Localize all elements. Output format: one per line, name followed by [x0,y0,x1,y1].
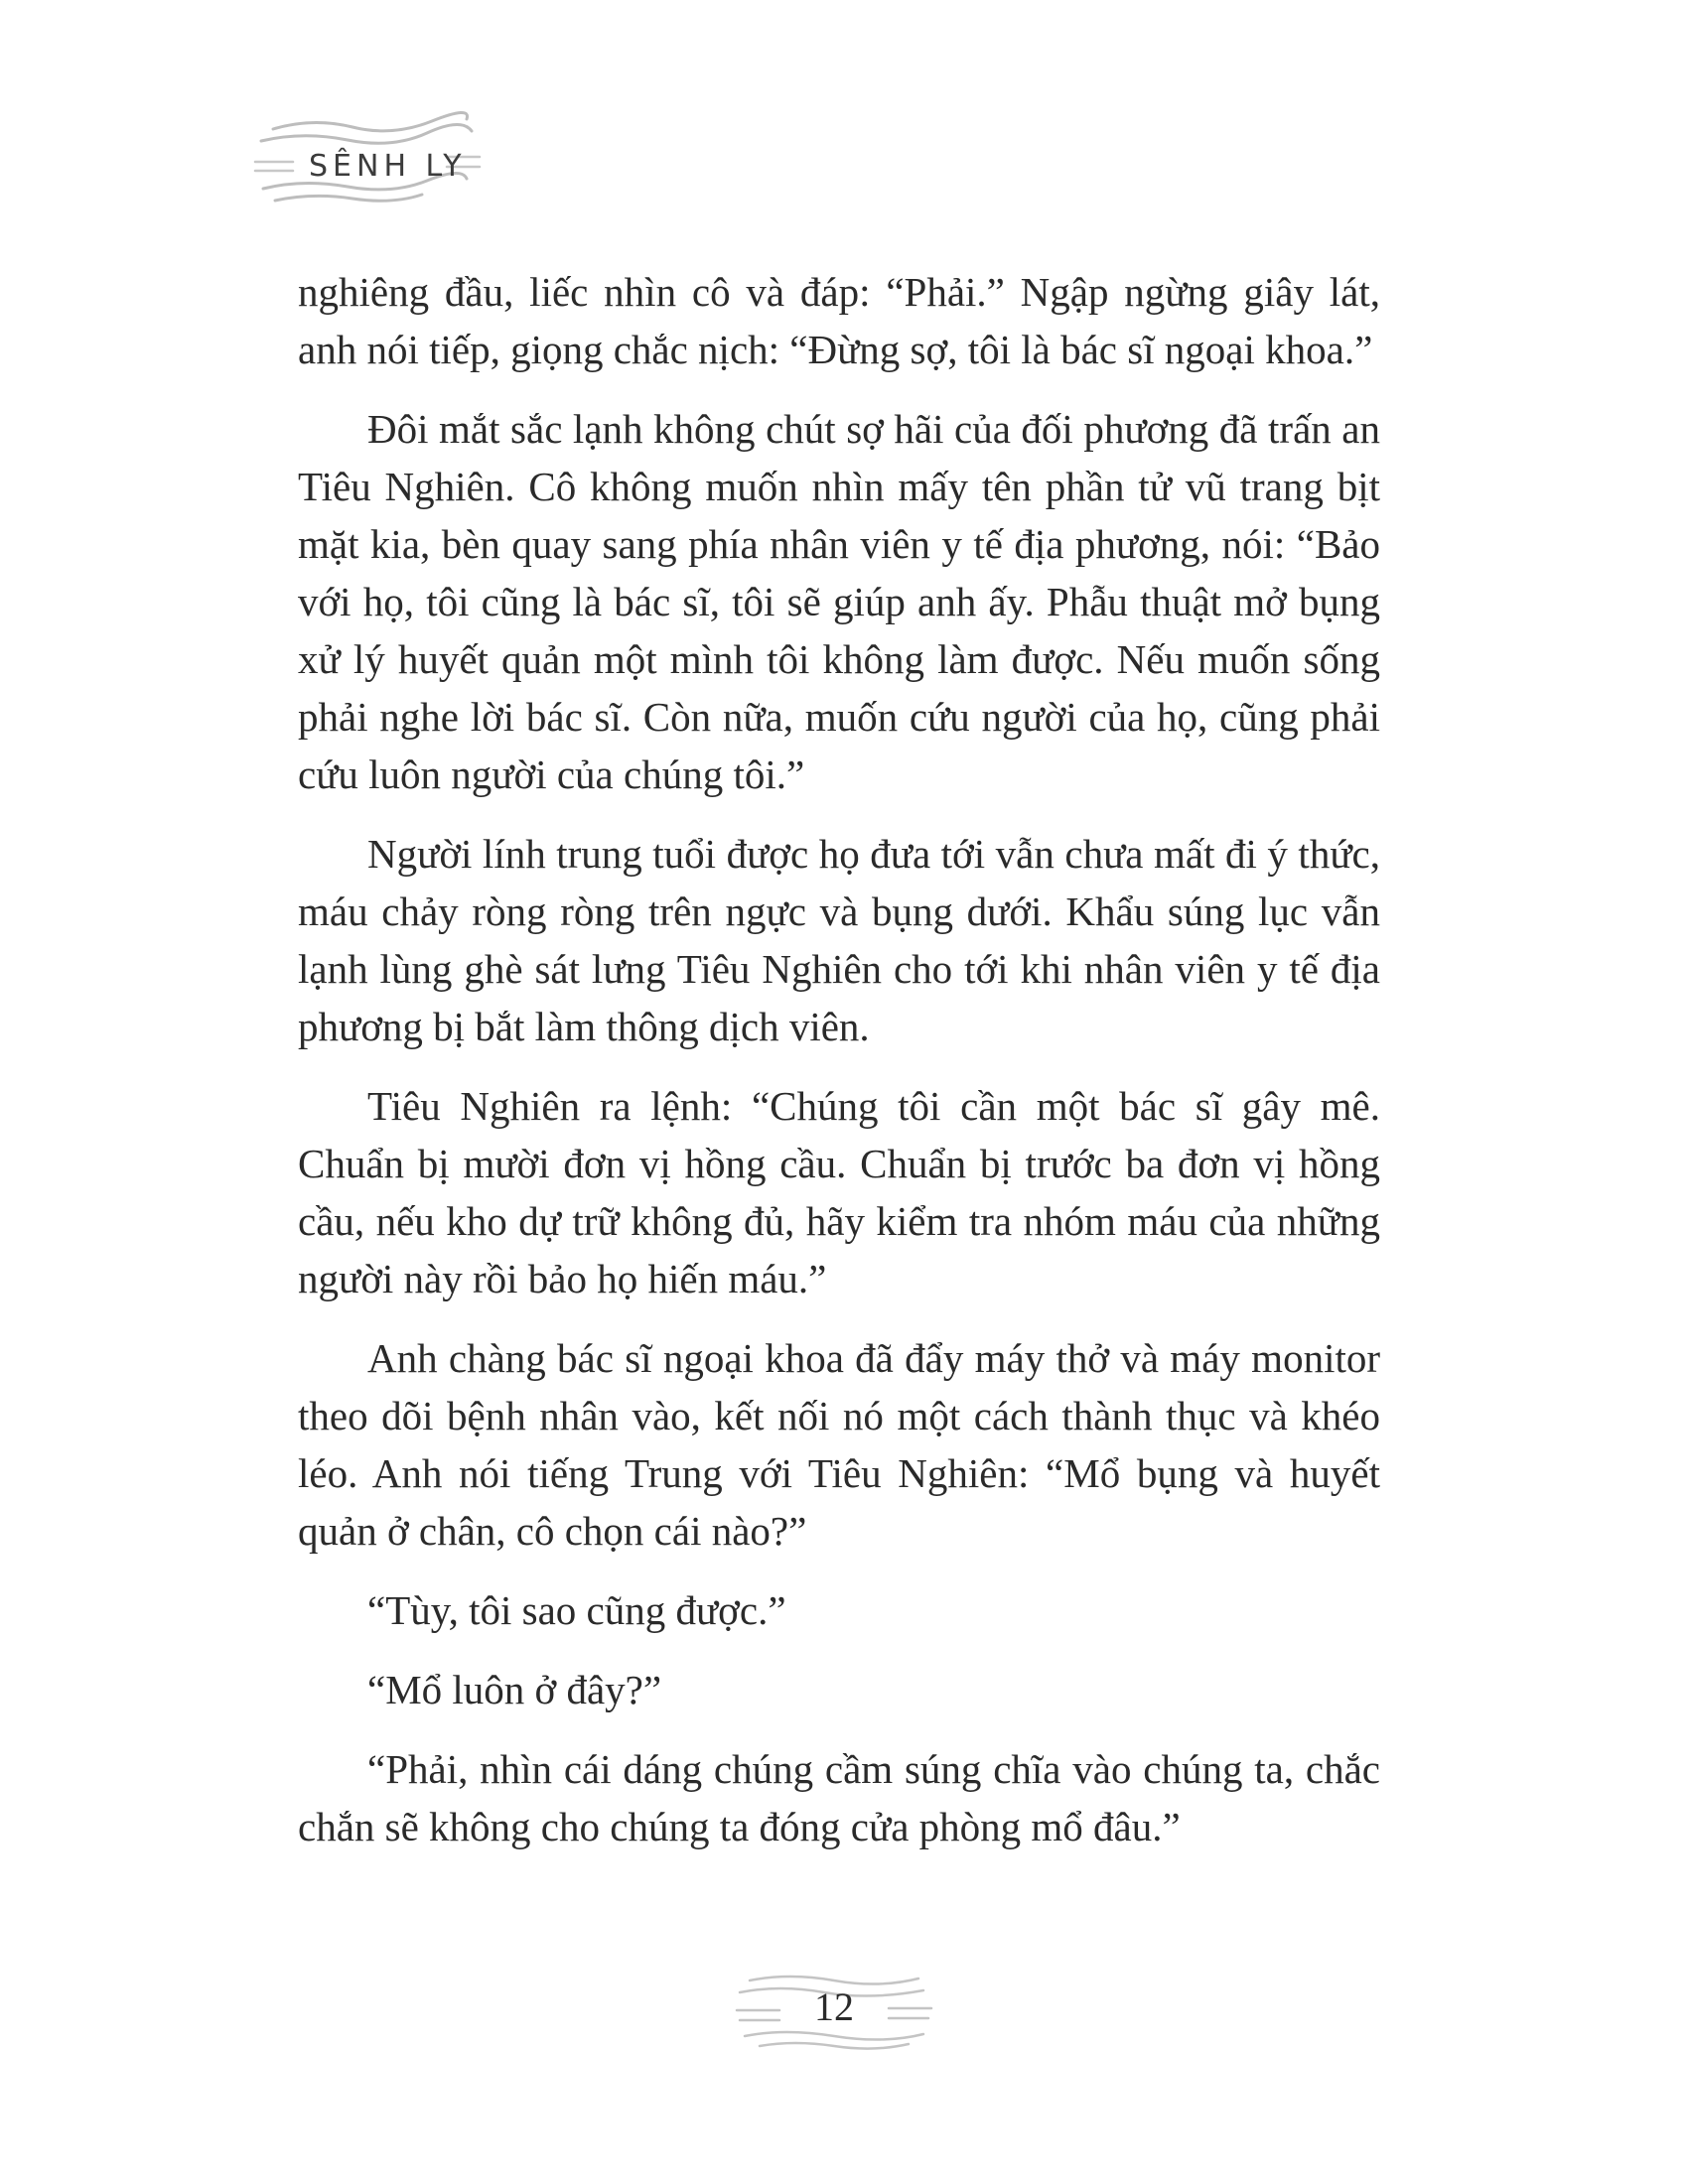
page-footer [735,1971,933,2050]
paragraph: Tiêu Nghiên ra lệnh: “Chúng tôi cần một bác sĩ gây mê. Chuẩn bị mười đơn vị hồng cầu. Chuẩn bị trước ba đơn vị hồng cầu, nếu kho dự trữ không đủ, hãy kiểm tra nhóm máu của những người này rồi bảo họ hiến máu.” [298,1083,1380,1301]
paragraph: nghiêng đầu, liếc nhìn cô và đáp: “Phải.” Ngập ngừng giây lát, anh nói tiếp, giọng chắc nịch: “Đừng sợ, tôi là bác sĩ ngoại khoa.” [298,269,1380,372]
paragraph: Người lính trung tuổi được họ đưa tới vẫn chưa mất đi ý thức, máu chảy ròng ròng trên ngực và bụng dưới. Khẩu súng lục vẫn lạnh lùng ghè sát lưng Tiêu Nghiên cho tới khi nhân viên y tế địa phương bị bắt làm thông dịch viên. [298,831,1380,1049]
paragraph: “Tùy, tôi sao cũng được.” [367,1587,786,1633]
header-logo [253,107,482,206]
paragraph: “Phải, nhìn cái dáng chúng cầm súng chĩa vào chúng ta, chắc chắn sẽ không cho chúng ta đóng cửa phòng mổ đâu.” [298,1746,1380,1849]
paragraph: Đôi mắt sắc lạnh không chút sợ hãi của đối phương đã trấn an Tiêu Nghiên. Cô không muốn nhìn mấy tên phần tử vũ trang bịt mặt kia, bèn quay sang phía nhân viên y tế địa phương, nói: “Bảo với họ, tôi cũng là bác sĩ, tôi sẽ giúp anh ấy. Phẫu thuật mở bụng xử lý huyết quản một mình tôi không làm được. Nếu muốn sống phải nghe lời bác sĩ. Còn nữa, muốn cứu người của họ, cũng phải cứu luôn người của chúng tôi.” [298,406,1380,797]
paragraph: “Mổ luôn ở đây?” [367,1667,662,1712]
body-text [298,263,1380,1877]
page-number: 12 [814,1984,854,2029]
paragraph: Anh chàng bác sĩ ngoại khoa đã đẩy máy thở và máy monitor theo dõi bệnh nhân vào, kết nối nó một cách thành thục và khéo léo. Anh nói tiếng Trung với Tiêu Nghiên: “Mổ bụng và huyết quản ở chân, cô chọn cái nào?” [298,1335,1380,1554]
logo-text: SÊNH LY [309,149,467,184]
